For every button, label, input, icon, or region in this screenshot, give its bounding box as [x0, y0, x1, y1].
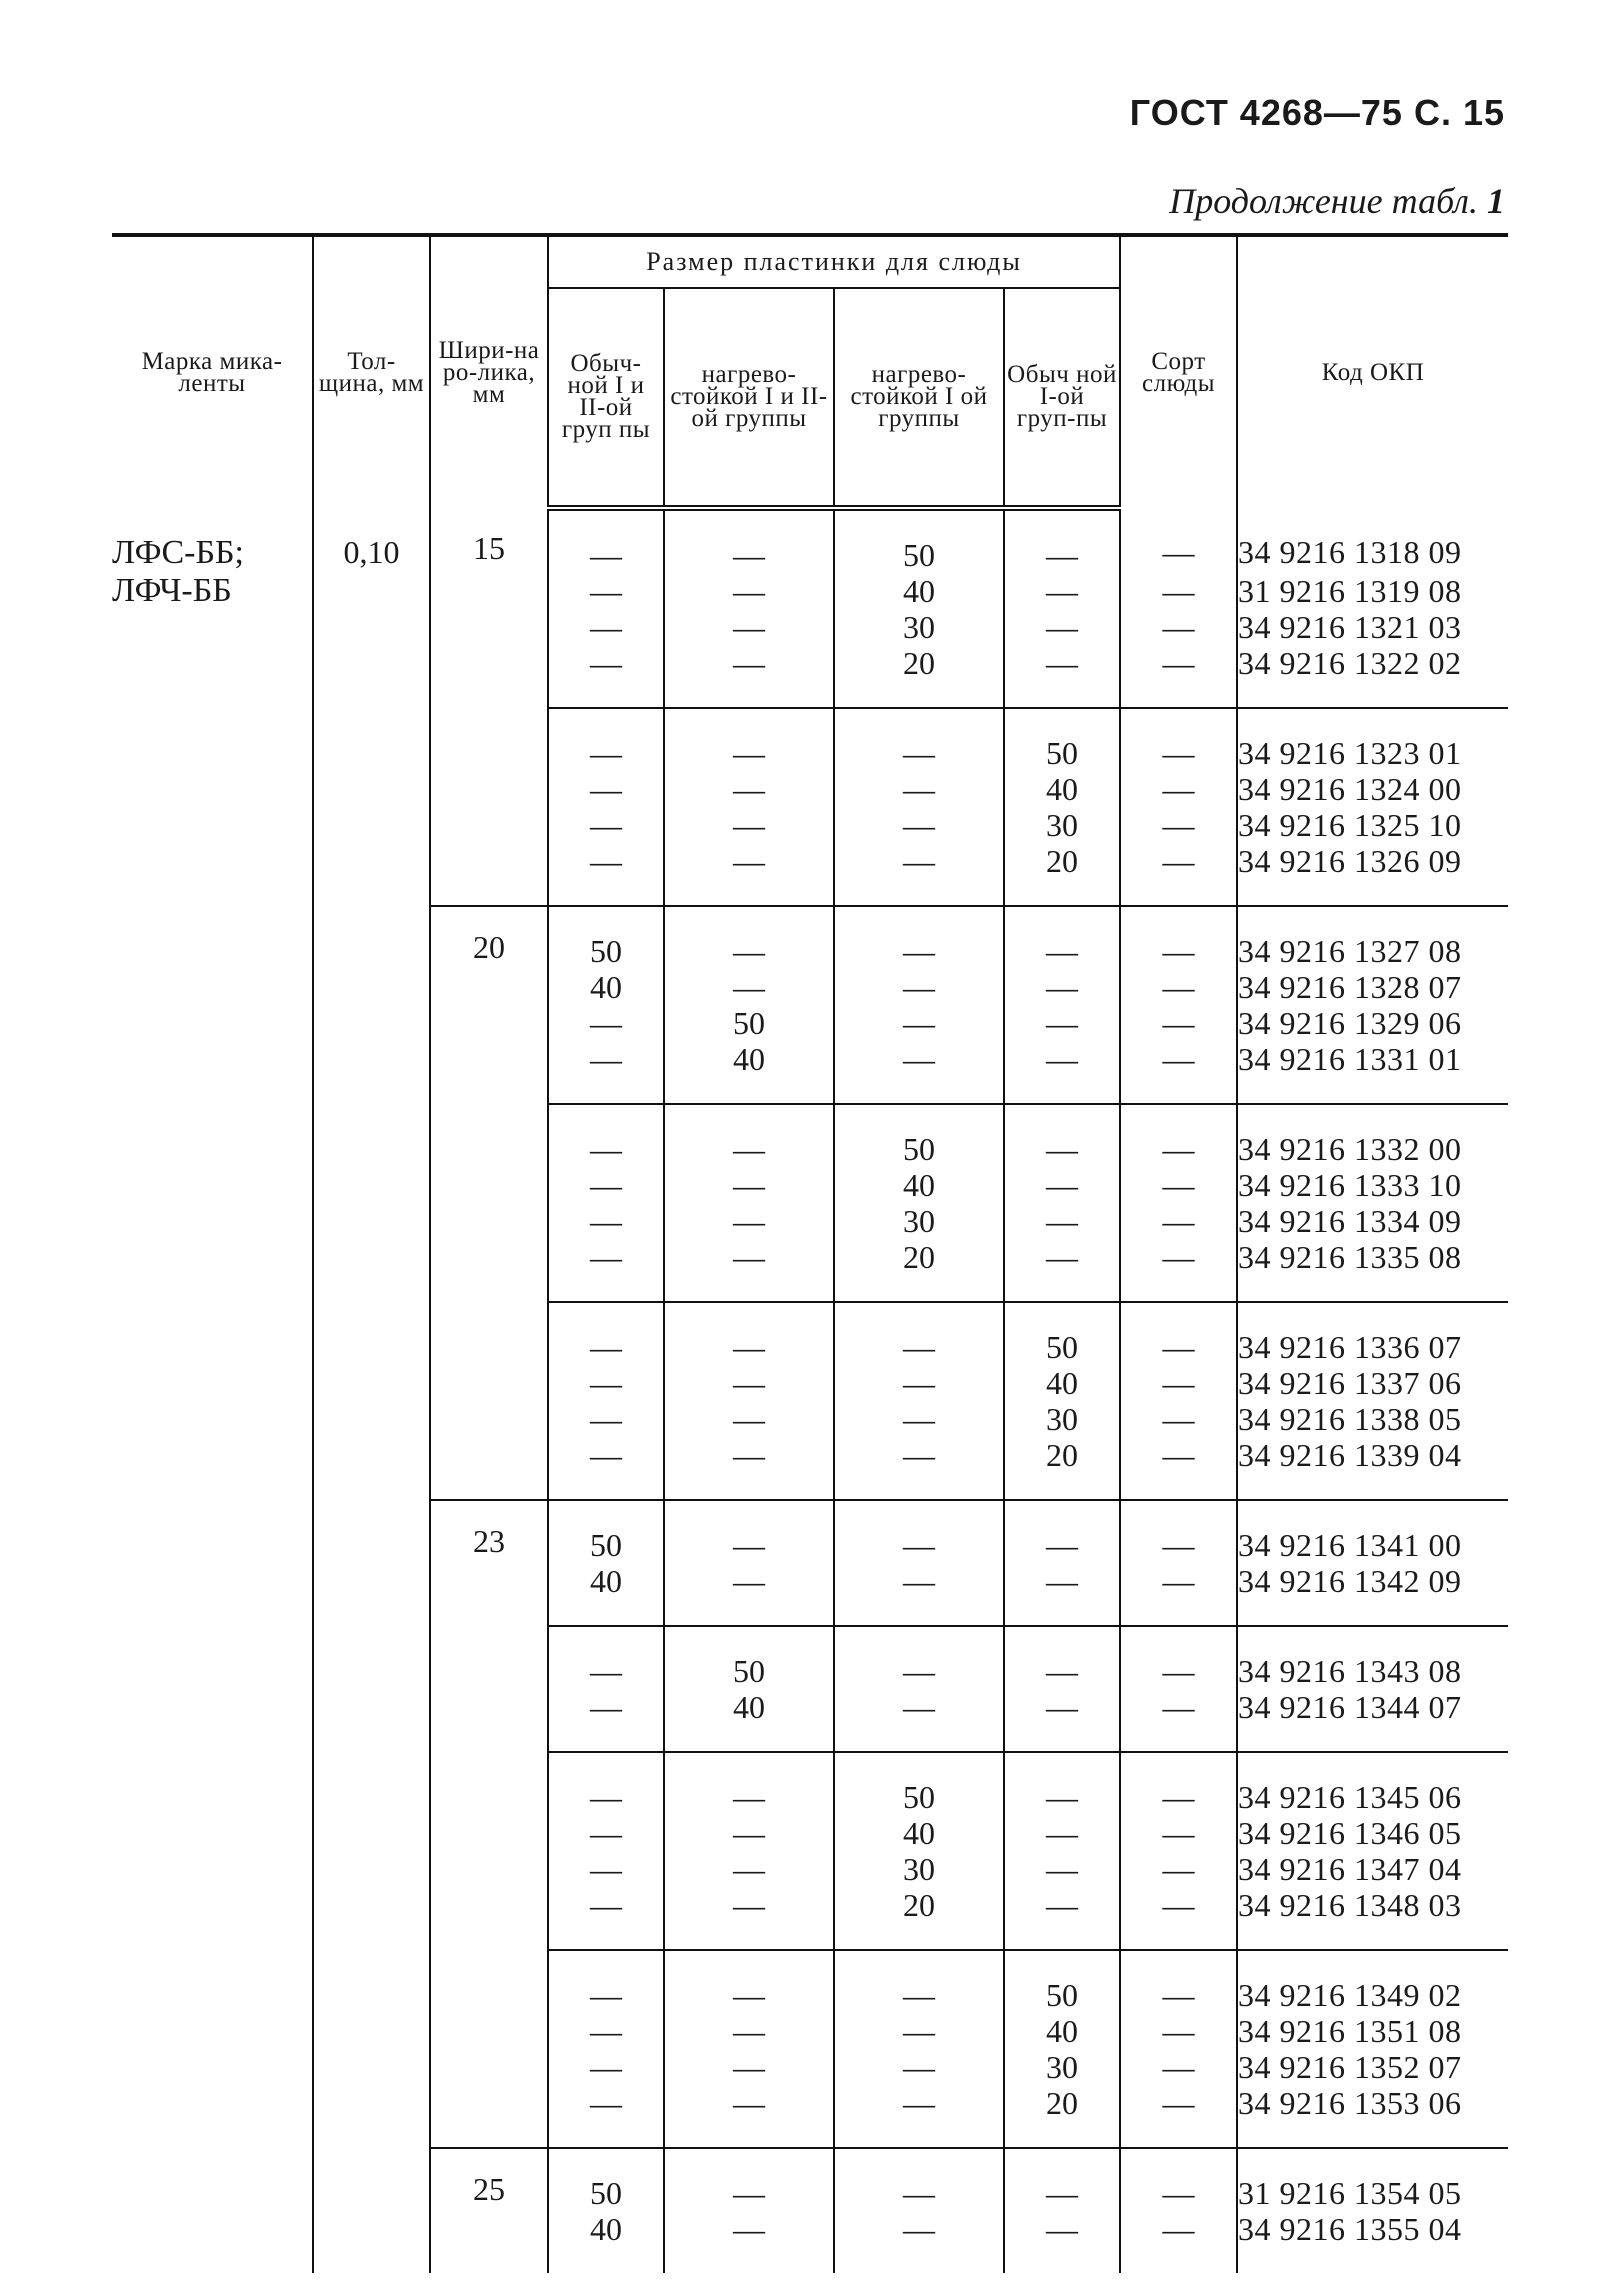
heat-resistant-1-2-value: — — [664, 2085, 834, 2148]
header-thickness: Тол-щина, мм — [313, 235, 430, 508]
ordinary-1-value: — — [1004, 1563, 1120, 1626]
mica-sort-value: — — [1120, 645, 1237, 708]
ordinary-1-value: — — [1004, 1752, 1120, 1815]
heat-resistant-1-value: 40 — [834, 1815, 1004, 1851]
heat-resistant-1-2-value: — — [664, 2013, 834, 2049]
ordinary-1-value: — — [1004, 1041, 1120, 1104]
ordinary-1-2-value: 50 — [548, 2148, 664, 2211]
thickness-value: 0,10 — [343, 534, 400, 570]
okp-code: 34 9216 1333 10 — [1237, 1167, 1508, 1203]
thickness-cell — [313, 508, 430, 2273]
ordinary-1-value: — — [1004, 1005, 1120, 1041]
heat-resistant-1-value: — — [834, 1302, 1004, 1365]
mica-sort-value: — — [1120, 1626, 1237, 1689]
ordinary-1-2-value: — — [548, 807, 664, 843]
heat-resistant-1-2-value: — — [664, 1167, 834, 1203]
ordinary-1-2-value: — — [548, 771, 664, 807]
mica-sort-value: — — [1120, 1815, 1237, 1851]
heat-resistant-1-value: — — [834, 1437, 1004, 1500]
mica-sort-value: — — [1120, 609, 1237, 645]
ordinary-1-2-value: — — [548, 1203, 664, 1239]
roll-width-value: 15 — [473, 530, 505, 566]
mica-sort-value: — — [1120, 1104, 1237, 1167]
mica-sort-value: — — [1120, 573, 1237, 609]
ordinary-1-2-value: — — [548, 1887, 664, 1950]
ordinary-1-value: 30 — [1004, 1401, 1120, 1437]
heat-resistant-1-value: — — [834, 2211, 1004, 2273]
mica-sort-value: — — [1120, 708, 1237, 771]
grade-name-1: ЛФС-ББ; — [112, 534, 244, 571]
heat-resistant-1-value: — — [834, 1563, 1004, 1626]
heat-resistant-1-2-value: — — [664, 1563, 834, 1626]
roll-width-cell — [430, 906, 548, 1500]
okp-code: 34 9216 1352 07 — [1237, 2049, 1508, 2085]
heat-resistant-1-2-value: — — [664, 1401, 834, 1437]
heat-resistant-1-2-value: — — [664, 1104, 834, 1167]
heat-resistant-1-2-value: — — [664, 1437, 834, 1500]
okp-code: 34 9216 1338 05 — [1237, 1401, 1508, 1437]
mica-sort-value: — — [1120, 906, 1237, 969]
table-continuation-label — [1169, 180, 1505, 222]
okp-code: 34 9216 1326 09 — [1237, 843, 1508, 906]
okp-code: 31 9216 1354 05 — [1237, 2148, 1508, 2211]
ordinary-1-value: — — [1004, 1203, 1120, 1239]
heat-resistant-1-value: 30 — [834, 1851, 1004, 1887]
heat-resistant-1-value: — — [834, 1689, 1004, 1752]
grade-name-2: ЛФЧ-ББ — [112, 572, 232, 609]
mica-sort-value: — — [1120, 1689, 1237, 1752]
ordinary-1-2-value: — — [548, 508, 664, 573]
heat-resistant-1-value: — — [834, 1500, 1004, 1563]
roll-width-value: 25 — [473, 2171, 505, 2207]
heat-resistant-1-value: — — [834, 1005, 1004, 1041]
ordinary-1-2-value: 50 — [548, 906, 664, 969]
header-mica-sort: Сорт слюды — [1120, 235, 1237, 508]
ordinary-1-2-value: 40 — [548, 1563, 664, 1626]
okp-code: 34 9216 1341 00 — [1237, 1500, 1508, 1563]
ordinary-1-2-value: — — [548, 1005, 664, 1041]
continuation-text: Продолжение табл. — [1169, 181, 1478, 221]
mica-sort-value: — — [1120, 1239, 1237, 1302]
ordinary-1-2-value: — — [548, 1437, 664, 1500]
ordinary-1-value: — — [1004, 1500, 1120, 1563]
table-body — [112, 508, 1508, 2273]
header-width: Шири-на ро-лика, мм — [430, 235, 548, 508]
heat-resistant-1-2-value: — — [664, 1365, 834, 1401]
running-header: ГОСТ 4268—75 С. 15 — [1129, 92, 1505, 133]
header-plate-size-group: Размер пластинки для слюды — [548, 235, 1120, 288]
heat-resistant-1-value: 30 — [834, 1203, 1004, 1239]
grade-cell — [112, 508, 313, 2273]
ordinary-1-value: — — [1004, 1626, 1120, 1689]
ordinary-1-2-value: — — [548, 2013, 664, 2049]
roll-width-cell — [430, 2148, 548, 2273]
ordinary-1-2-value: — — [548, 1365, 664, 1401]
okp-code: 34 9216 1347 04 — [1237, 1851, 1508, 1887]
ordinary-1-value: 20 — [1004, 843, 1120, 906]
okp-code: 34 9216 1323 01 — [1237, 708, 1508, 771]
okp-code: 34 9216 1329 06 — [1237, 1005, 1508, 1041]
mica-sort-value: — — [1120, 1041, 1237, 1104]
mica-sort-value: — — [1120, 1563, 1237, 1626]
mica-sort-value: — — [1120, 1500, 1237, 1563]
ordinary-1-value: 30 — [1004, 2049, 1120, 2085]
heat-resistant-1-value: — — [834, 771, 1004, 807]
mica-sort-value: — — [1120, 807, 1237, 843]
heat-resistant-1-value: — — [834, 2049, 1004, 2085]
mica-sort-value: — — [1120, 2085, 1237, 2148]
ordinary-1-2-value: — — [548, 1950, 664, 2013]
okp-code: 34 9216 1318 09 — [1237, 508, 1508, 573]
header-heat-resistant-1-2: нагрево-стойкой I и II-ой группы — [664, 288, 834, 508]
heat-resistant-1-value: — — [834, 969, 1004, 1005]
heat-resistant-1-2-value: 40 — [664, 1041, 834, 1104]
heat-resistant-1-2-value: — — [664, 969, 834, 1005]
heat-resistant-1-2-value: — — [664, 1302, 834, 1365]
ordinary-1-value: — — [1004, 969, 1120, 1005]
mica-sort-value: — — [1120, 969, 1237, 1005]
header-okp-code: Код ОКП — [1237, 235, 1508, 508]
mica-sort-value: — — [1120, 1203, 1237, 1239]
ordinary-1-2-value: — — [548, 1689, 664, 1752]
ordinary-1-value: — — [1004, 1239, 1120, 1302]
heat-resistant-1-2-value: — — [664, 807, 834, 843]
heat-resistant-1-value: — — [834, 843, 1004, 906]
okp-code: 34 9216 1351 08 — [1237, 2013, 1508, 2049]
heat-resistant-1-2-value: — — [664, 1203, 834, 1239]
ordinary-1-value: — — [1004, 1887, 1120, 1950]
heat-resistant-1-2-value: — — [664, 645, 834, 708]
okp-code: 34 9216 1324 00 — [1237, 771, 1508, 807]
heat-resistant-1-value: — — [834, 1041, 1004, 1104]
mica-sort-value: — — [1120, 508, 1237, 573]
okp-code: 34 9216 1336 07 — [1237, 1302, 1508, 1365]
heat-resistant-1-value: 30 — [834, 609, 1004, 645]
ordinary-1-value: 20 — [1004, 1437, 1120, 1500]
heat-resistant-1-2-value: 50 — [664, 1005, 834, 1041]
mica-sort-value: — — [1120, 2013, 1237, 2049]
heat-resistant-1-2-value: — — [664, 1752, 834, 1815]
ordinary-1-2-value: — — [548, 645, 664, 708]
ordinary-1-value: — — [1004, 1104, 1120, 1167]
okp-code: 34 9216 1344 07 — [1237, 1689, 1508, 1752]
okp-code: 34 9216 1343 08 — [1237, 1626, 1508, 1689]
ordinary-1-2-value: 40 — [548, 969, 664, 1005]
heat-resistant-1-2-value: — — [664, 609, 834, 645]
ordinary-1-value: — — [1004, 508, 1120, 573]
okp-code: 34 9216 1327 08 — [1237, 906, 1508, 969]
ordinary-1-value: — — [1004, 1815, 1120, 1851]
mica-sort-value: — — [1120, 1365, 1237, 1401]
ordinary-1-2-value: — — [548, 843, 664, 906]
heat-resistant-1-value: — — [834, 1365, 1004, 1401]
mica-sort-value: — — [1120, 1437, 1237, 1500]
okp-code: 34 9216 1337 06 — [1237, 1365, 1508, 1401]
ordinary-1-value: — — [1004, 1851, 1120, 1887]
heat-resistant-1-value: — — [834, 1950, 1004, 2013]
okp-code: 34 9216 1353 06 — [1237, 2085, 1508, 2148]
heat-resistant-1-2-value: — — [664, 2049, 834, 2085]
okp-code: 34 9216 1332 00 — [1237, 1104, 1508, 1167]
ordinary-1-value: 40 — [1004, 1365, 1120, 1401]
ordinary-1-value: — — [1004, 2148, 1120, 2211]
mica-sort-value: — — [1120, 1167, 1237, 1203]
okp-code: 34 9216 1342 09 — [1237, 1563, 1508, 1626]
ordinary-1-value: 40 — [1004, 771, 1120, 807]
ordinary-1-2-value: — — [548, 1239, 664, 1302]
okp-code: 34 9216 1322 02 — [1237, 645, 1508, 708]
header-grade: Марка мика-ленты — [112, 235, 313, 508]
ordinary-1-2-value: — — [548, 2085, 664, 2148]
okp-code: 34 9216 1328 07 — [1237, 969, 1508, 1005]
heat-resistant-1-2-value: — — [664, 1815, 834, 1851]
okp-code: 34 9216 1346 05 — [1237, 1815, 1508, 1851]
okp-code: 34 9216 1331 01 — [1237, 1041, 1508, 1104]
heat-resistant-1-value: — — [834, 1626, 1004, 1689]
ordinary-1-2-value: — — [548, 1752, 664, 1815]
heat-resistant-1-2-value: — — [664, 1239, 834, 1302]
mica-sort-value: — — [1120, 843, 1237, 906]
ordinary-1-value: — — [1004, 1167, 1120, 1203]
mica-sort-value: — — [1120, 1302, 1237, 1365]
ordinary-1-2-value: 50 — [548, 1500, 664, 1563]
heat-resistant-1-2-value: — — [664, 1887, 834, 1950]
heat-resistant-1-2-value: 40 — [664, 1689, 834, 1752]
continuation-table-number: 1 — [1487, 181, 1505, 221]
heat-resistant-1-value: 40 — [834, 1167, 1004, 1203]
mica-sort-value: — — [1120, 771, 1237, 807]
okp-code: 34 9216 1355 04 — [1237, 2211, 1508, 2273]
header-heat-resistant-1: нагрево-стойкой I ой группы — [834, 288, 1004, 508]
header-ordinary-1-2: Обыч-ной I и II-ой груп пы — [548, 288, 664, 508]
okp-code: 34 9216 1334 09 — [1237, 1203, 1508, 1239]
heat-resistant-1-value: 50 — [834, 1104, 1004, 1167]
header-ordinary-1: Обыч ной I-ой груп-пы — [1004, 288, 1120, 508]
heat-resistant-1-2-value: — — [664, 708, 834, 771]
mica-sort-value: — — [1120, 2148, 1237, 2211]
ordinary-1-2-value: — — [548, 1041, 664, 1104]
heat-resistant-1-2-value: 50 — [664, 1626, 834, 1689]
ordinary-1-value: — — [1004, 609, 1120, 645]
ordinary-1-value: — — [1004, 1689, 1120, 1752]
mica-sort-value: — — [1120, 1752, 1237, 1815]
heat-resistant-1-value: — — [834, 708, 1004, 771]
heat-resistant-1-value: — — [834, 2013, 1004, 2049]
mica-tape-table — [112, 233, 1508, 2273]
ordinary-1-value: — — [1004, 645, 1120, 708]
ordinary-1-2-value: 40 — [548, 2211, 664, 2273]
mica-sort-value: — — [1120, 1887, 1237, 1950]
heat-resistant-1-2-value: — — [664, 508, 834, 573]
heat-resistant-1-value: 20 — [834, 1239, 1004, 1302]
heat-resistant-1-value: 50 — [834, 1752, 1004, 1815]
heat-resistant-1-value: 20 — [834, 1887, 1004, 1950]
ordinary-1-value: — — [1004, 2211, 1120, 2273]
heat-resistant-1-2-value: — — [664, 906, 834, 969]
heat-resistant-1-value: 50 — [834, 508, 1004, 573]
ordinary-1-2-value: — — [548, 1815, 664, 1851]
roll-width-cell — [430, 1500, 548, 2148]
mica-sort-value: — — [1120, 1851, 1237, 1887]
okp-code: 31 9216 1319 08 — [1237, 573, 1508, 609]
ordinary-1-value: 20 — [1004, 2085, 1120, 2148]
heat-resistant-1-value: 20 — [834, 645, 1004, 708]
ordinary-1-2-value: — — [548, 1167, 664, 1203]
ordinary-1-value: 40 — [1004, 2013, 1120, 2049]
ordinary-1-2-value: — — [548, 1104, 664, 1167]
heat-resistant-1-2-value: — — [664, 1950, 834, 2013]
heat-resistant-1-value: — — [834, 2085, 1004, 2148]
ordinary-1-value: 30 — [1004, 807, 1120, 843]
okp-code: 34 9216 1345 06 — [1237, 1752, 1508, 1815]
okp-code: 34 9216 1321 03 — [1237, 609, 1508, 645]
roll-width-value: 20 — [473, 929, 505, 965]
ordinary-1-2-value: — — [548, 1401, 664, 1437]
ordinary-1-2-value: — — [548, 609, 664, 645]
ordinary-1-value: — — [1004, 906, 1120, 969]
heat-resistant-1-2-value: — — [664, 1500, 834, 1563]
ordinary-1-2-value: — — [548, 708, 664, 771]
heat-resistant-1-2-value: — — [664, 2148, 834, 2211]
heat-resistant-1-value: — — [834, 906, 1004, 969]
mica-sort-value: — — [1120, 2049, 1237, 2085]
heat-resistant-1-2-value: — — [664, 2211, 834, 2273]
ordinary-1-value: — — [1004, 573, 1120, 609]
mica-sort-value: — — [1120, 1950, 1237, 2013]
roll-width-value: 23 — [473, 1523, 505, 1559]
ordinary-1-value: 50 — [1004, 708, 1120, 771]
heat-resistant-1-value: — — [834, 2148, 1004, 2211]
okp-code: 34 9216 1325 10 — [1237, 807, 1508, 843]
okp-code: 34 9216 1339 04 — [1237, 1437, 1508, 1500]
mica-sort-value: — — [1120, 2211, 1237, 2273]
heat-resistant-1-2-value: — — [664, 771, 834, 807]
heat-resistant-1-value: — — [834, 1401, 1004, 1437]
table-row — [112, 508, 1508, 573]
mica-sort-value: — — [1120, 1005, 1237, 1041]
ordinary-1-2-value: — — [548, 1302, 664, 1365]
ordinary-1-value: 50 — [1004, 1302, 1120, 1365]
ordinary-1-2-value: — — [548, 1851, 664, 1887]
okp-code: 34 9216 1349 02 — [1237, 1950, 1508, 2013]
ordinary-1-2-value: — — [548, 2049, 664, 2085]
heat-resistant-1-value: — — [834, 807, 1004, 843]
ordinary-1-value: 50 — [1004, 1950, 1120, 2013]
heat-resistant-1-2-value: — — [664, 1851, 834, 1887]
roll-width-cell — [430, 508, 548, 906]
heat-resistant-1-value: 40 — [834, 573, 1004, 609]
okp-code: 34 9216 1335 08 — [1237, 1239, 1508, 1302]
mica-sort-value: — — [1120, 1401, 1237, 1437]
ordinary-1-2-value: — — [548, 1626, 664, 1689]
ordinary-1-2-value: — — [548, 573, 664, 609]
heat-resistant-1-2-value: — — [664, 573, 834, 609]
okp-code: 34 9216 1348 03 — [1237, 1887, 1508, 1950]
heat-resistant-1-2-value: — — [664, 843, 834, 906]
